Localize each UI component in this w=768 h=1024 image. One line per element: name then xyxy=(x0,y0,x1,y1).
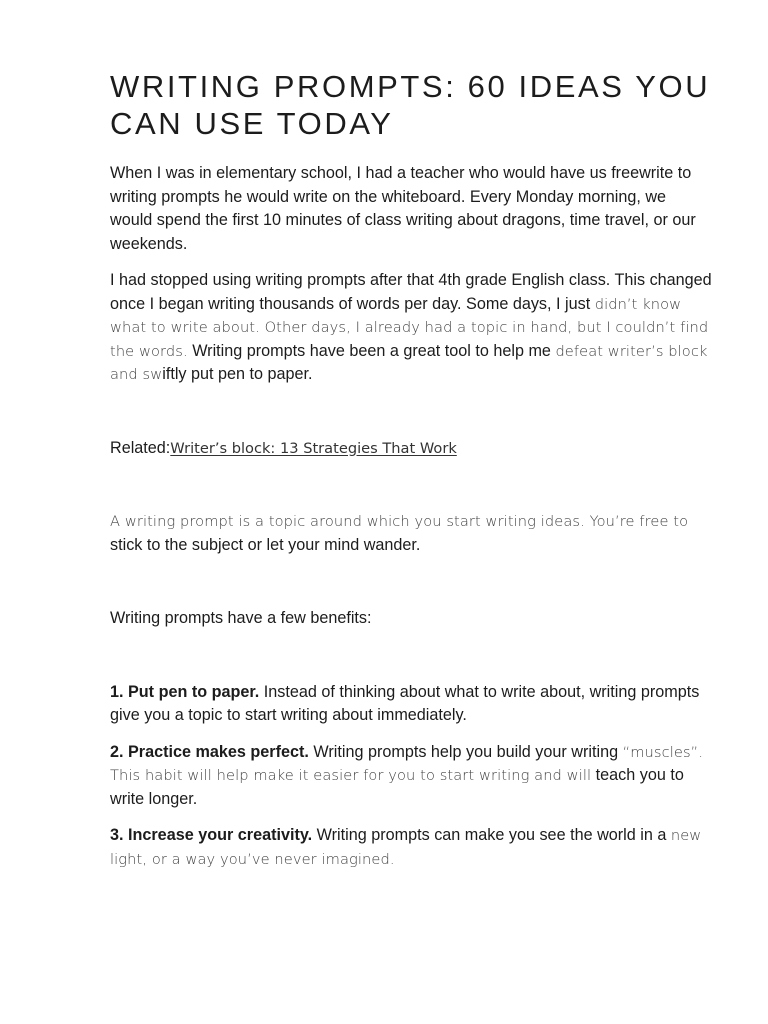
related-label: Related: xyxy=(110,438,171,457)
intro-p2-segment-5: iftly put pen to paper. xyxy=(162,365,313,383)
definition-paragraph xyxy=(110,510,712,557)
benefits-intro: Writing prompts have a few benefits: xyxy=(110,609,372,627)
benefit-item-1 xyxy=(110,681,712,728)
benefit-item-3 xyxy=(110,824,712,871)
related-link[interactable]: Writer’s block: 13 Strategies That Work xyxy=(170,439,457,457)
definition-segment-1: A writing prompt is a topic around which you start writing ideas. You’re free to xyxy=(110,513,689,530)
intro-p2-segment-4: defeat writer’s block and sw xyxy=(110,342,708,383)
benefit-2-title: 2. Practice makes perfect. xyxy=(110,742,309,761)
benefit-2-text-2: “muscles”. This habit will help make it easier for you to start writing and will xyxy=(110,743,704,784)
intro-paragraph-2 xyxy=(110,269,712,387)
page-title: WRITING PROMPTS: 60 IDEAS YOU CAN USE TODAY xyxy=(110,69,711,141)
benefit-2-text-1: Writing prompts help you build your writing xyxy=(308,742,623,761)
definition-segment-2: stick to the subject or let your mind wander. xyxy=(110,535,421,554)
benefit-1-text: Instead of thinking about what to write about, writing prompts give you a topic to start writing about immediately. xyxy=(110,682,700,724)
benefit-2-text-3: teach you to write longer. xyxy=(110,766,684,808)
benefit-3-text-2: new light, or a way you’ve never imagined. xyxy=(110,827,702,868)
benefit-1-title: 1. Put pen to paper. xyxy=(110,682,260,701)
intro-p2-segment-3: Writing prompts have been a great tool to help me xyxy=(187,341,556,360)
benefit-item-2 xyxy=(110,741,712,812)
benefit-3-title: 3. Increase your creativity. xyxy=(110,826,313,844)
related-line xyxy=(110,437,712,461)
intro-p2-segment-1: I had stopped using writing prompts after that 4th grade English class. This changed once I began writing thousands of words per day. Some days, I just xyxy=(110,271,712,313)
intro-p2-segment-2: didn’t know what to write about. Other days, I already had a topic in hand, but I couldn’t find the words. xyxy=(110,295,709,360)
intro-paragraph-1: When I was in elementary school, I had a teacher who would have us freewrite to writing prompts he would write on the whiteboard. Every Monday morning, we would spend the first 10 minutes of class writing about dragons, time travel, or our weekends. xyxy=(110,164,696,253)
benefit-3-text-1: Writing prompts can make you see the world in a xyxy=(312,826,671,844)
